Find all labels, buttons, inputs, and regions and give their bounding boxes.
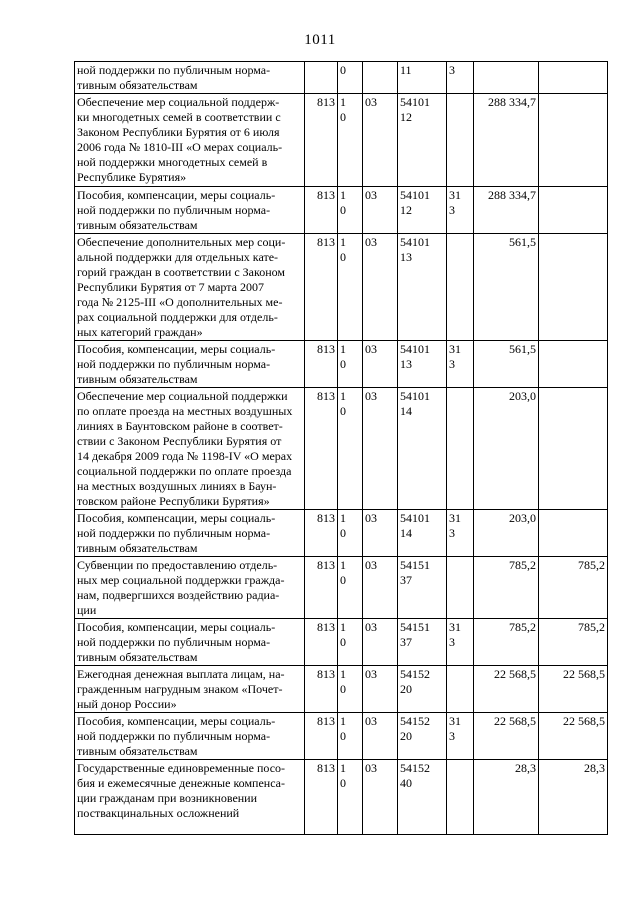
row-section: 1 0 — [338, 557, 363, 619]
row-sum-1: 22 568,5 — [474, 713, 539, 760]
row-name: Пособия, компенсации, меры социаль- ной поддержки по публичным норма- тивным обязательствам — [75, 713, 305, 760]
row-target-article: 54151 37 — [398, 619, 447, 666]
row-target-article: 54152 40 — [398, 760, 447, 835]
table-row — [75, 619, 608, 666]
row-sum-1: 785,2 — [474, 557, 539, 619]
row-sum-1 — [474, 62, 539, 94]
row-subsection: 03 — [363, 510, 398, 557]
row-section: 1 0 — [338, 388, 363, 510]
row-expense-type: 3 — [447, 62, 474, 94]
row-target-article: 54101 13 — [398, 341, 447, 388]
row-name: Обеспечение мер социальной поддержки по оплате проезда на местных воздушных линиях в Баунтовском районе в соответ- ствии с Законом Республики Бурятия от 14 декабря 2009 года № 1198-IV «О мерах социальной поддержки по оплате проезда на местных воздушных линиях в Баун- товском районе Республики Бурятия» — [75, 388, 305, 510]
table-row — [75, 388, 608, 510]
row-sum-2 — [539, 510, 608, 557]
row-section: 1 0 — [338, 234, 363, 341]
row-sum-2 — [539, 341, 608, 388]
row-sum-2 — [539, 187, 608, 234]
row-subsection: 03 — [363, 341, 398, 388]
row-sum-1: 203,0 — [474, 388, 539, 510]
row-sum-2 — [539, 94, 608, 187]
table-row — [75, 713, 608, 760]
row-expense-type — [447, 557, 474, 619]
row-subsection: 03 — [363, 760, 398, 835]
row-name: Государственные единовременные посо- бия и ежемесячные денежные компенса- ции гражданам при возникновении поствакцинальных осложнений — [75, 760, 305, 835]
table-row — [75, 187, 608, 234]
table-row — [75, 234, 608, 341]
row-subsection: 03 — [363, 713, 398, 760]
row-sum-2 — [539, 62, 608, 94]
row-sum-2 — [539, 234, 608, 341]
row-subsection: 03 — [363, 94, 398, 187]
row-section: 1 0 — [338, 760, 363, 835]
row-expense-type: 31 3 — [447, 187, 474, 234]
row-expense-type — [447, 760, 474, 835]
row-admin-code: 813 — [305, 187, 338, 234]
row-name: ной поддержки по публичным норма- тивным обязательствам — [75, 62, 305, 94]
table-row — [75, 510, 608, 557]
row-section: 1 0 — [338, 619, 363, 666]
row-sum-2: 28,3 — [539, 760, 608, 835]
row-target-article: 54101 14 — [398, 510, 447, 557]
budget-table — [74, 61, 608, 835]
row-sum-1: 203,0 — [474, 510, 539, 557]
row-admin-code: 813 — [305, 510, 338, 557]
row-subsection: 03 — [363, 388, 398, 510]
row-admin-code: 813 — [305, 557, 338, 619]
row-admin-code: 813 — [305, 94, 338, 187]
row-sum-1: 561,5 — [474, 234, 539, 341]
row-sum-1: 288 334,7 — [474, 94, 539, 187]
row-admin-code — [305, 62, 338, 94]
row-expense-type: 31 3 — [447, 510, 474, 557]
row-section: 1 0 — [338, 187, 363, 234]
row-section: 1 0 — [338, 510, 363, 557]
row-admin-code: 813 — [305, 341, 338, 388]
row-admin-code: 813 — [305, 388, 338, 510]
row-sum-1: 28,3 — [474, 760, 539, 835]
row-sum-2: 785,2 — [539, 557, 608, 619]
row-name: Пособия, компенсации, меры социаль- ной поддержки по публичным норма- тивным обязательствам — [75, 510, 305, 557]
row-name: Пособия, компенсации, меры социаль- ной поддержки по публичным норма- тивным обязательствам — [75, 341, 305, 388]
row-subsection — [363, 62, 398, 94]
row-section: 0 — [338, 62, 363, 94]
row-name: Пособия, компенсации, меры социаль- ной поддержки по публичным норма- тивным обязательствам — [75, 187, 305, 234]
row-expense-type — [447, 234, 474, 341]
row-section: 1 0 — [338, 666, 363, 713]
row-expense-type — [447, 94, 474, 187]
row-name: Ежегодная денежная выплата лицам, на- гражденным нагрудным знаком «Почет- ный донор России» — [75, 666, 305, 713]
table-row — [75, 62, 608, 94]
row-target-article: 54101 14 — [398, 388, 447, 510]
row-sum-2: 22 568,5 — [539, 713, 608, 760]
table-row — [75, 557, 608, 619]
row-expense-type: 31 3 — [447, 713, 474, 760]
row-sum-1: 288 334,7 — [474, 187, 539, 234]
row-target-article: 54152 20 — [398, 713, 447, 760]
row-admin-code: 813 — [305, 760, 338, 835]
page-number: 1011 — [304, 32, 336, 48]
row-subsection: 03 — [363, 187, 398, 234]
row-target-article: 54152 20 — [398, 666, 447, 713]
row-subsection: 03 — [363, 619, 398, 666]
row-section: 1 0 — [338, 713, 363, 760]
row-expense-type — [447, 666, 474, 713]
row-name: Обеспечение мер социальной поддерж- ки многодетных семей в соответствии с Законом Республики Бурятия от 6 июля 2006 года № 1810-III «О мерах социаль- ной поддержки многодетных семей в Республике Бурятия» — [75, 94, 305, 187]
row-sum-1: 561,5 — [474, 341, 539, 388]
table-row — [75, 666, 608, 713]
row-admin-code: 813 — [305, 666, 338, 713]
row-sum-1: 785,2 — [474, 619, 539, 666]
row-sum-2: 785,2 — [539, 619, 608, 666]
row-section: 1 0 — [338, 341, 363, 388]
row-target-article: 54101 12 — [398, 187, 447, 234]
row-expense-type: 31 3 — [447, 619, 474, 666]
table-row — [75, 760, 608, 835]
row-target-article: 54101 12 — [398, 94, 447, 187]
row-subsection: 03 — [363, 557, 398, 619]
row-target-article: 54151 37 — [398, 557, 447, 619]
row-target-article: 54101 13 — [398, 234, 447, 341]
row-expense-type — [447, 388, 474, 510]
row-sum-2 — [539, 388, 608, 510]
row-name: Обеспечение дополнительных мер соци- альной поддержки для отдельных кате- горий граждан в соответствии с Законом Республики Бурятия от 7 марта 2007 года № 2125-III «О дополнительных ме- рах социальной поддержки для отдель- ных категорий граждан» — [75, 234, 305, 341]
row-expense-type: 31 3 — [447, 341, 474, 388]
row-admin-code: 813 — [305, 619, 338, 666]
row-section: 1 0 — [338, 94, 363, 187]
table-row — [75, 94, 608, 187]
row-subsection: 03 — [363, 666, 398, 713]
table-row — [75, 341, 608, 388]
row-sum-1: 22 568,5 — [474, 666, 539, 713]
row-admin-code: 813 — [305, 234, 338, 341]
row-target-article: 11 — [398, 62, 447, 94]
budget-table-body — [75, 62, 608, 835]
row-name: Субвенции по предоставлению отдель- ных мер социальной поддержки гражда- нам, подвергшихся воздействию радиа- ции — [75, 557, 305, 619]
row-name: Пособия, компенсации, меры социаль- ной поддержки по публичным норма- тивным обязательствам — [75, 619, 305, 666]
row-sum-2: 22 568,5 — [539, 666, 608, 713]
row-admin-code: 813 — [305, 713, 338, 760]
row-subsection: 03 — [363, 234, 398, 341]
